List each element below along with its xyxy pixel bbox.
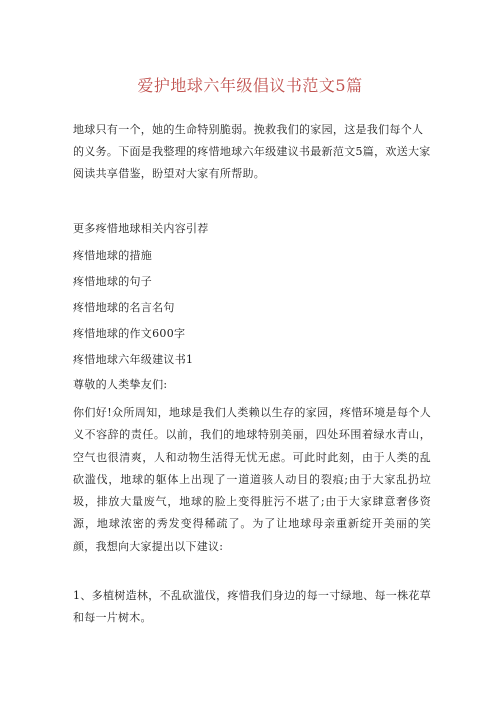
related-link-4[interactable]: 疼惜地球的作文600字 (73, 327, 186, 340)
intro-paragraph: 地球只有一个，她的生命特别脆弱。挽救我们的家园，这是我们每个人的义务。下面是我整理的疼惜地球六年级建议书最新范文5篇，欢送大家阅读共享借鉴，盼望对大家有所帮助。 (73, 123, 431, 180)
salutation: 尊敬的人类挚友们: (73, 378, 168, 391)
related-link-2[interactable]: 疼惜地球的句子 (73, 275, 153, 288)
related-link-5[interactable]: 疼惜地球六年级建议书1 (73, 353, 194, 366)
related-link-1[interactable]: 疼惜地球的措施 (73, 249, 153, 262)
related-link-3[interactable]: 疼惜地球的名言名句 (73, 301, 175, 314)
links-heading: 更多疼惜地球相关内容引荐 (73, 222, 209, 235)
suggestion-1: 1、多植树造林，不乱砍滥伐，疼惜我们身边的每一寸绿地、每一株花草和每一片树木。 (73, 589, 431, 625)
document-title: 爱护地球六年级倡议书范文5篇 (137, 76, 363, 95)
body-paragraph: 你们好!众所周知，地球是我们人类赖以生存的家园，疼惜环境是每个人义不容辞的责任。以前，我们的地球特别美丽，四处环围着绿水青山，空气也很清爽，人和动物生活得无忧无虑。可此时此刻，由于人类的乱砍滥伐，地球的躯体上出现了一道道骇人动目的裂痕;由于大家乱扔垃圾，排放大量废气，地球的脸上变得脏污不堪了;由于大家肆意奢侈资源，地球浓密的秀发变得稀疏了。为了让地球母亲重新绽开美丽的笑颜，我想向大家提出以下建议: (73, 406, 431, 553)
